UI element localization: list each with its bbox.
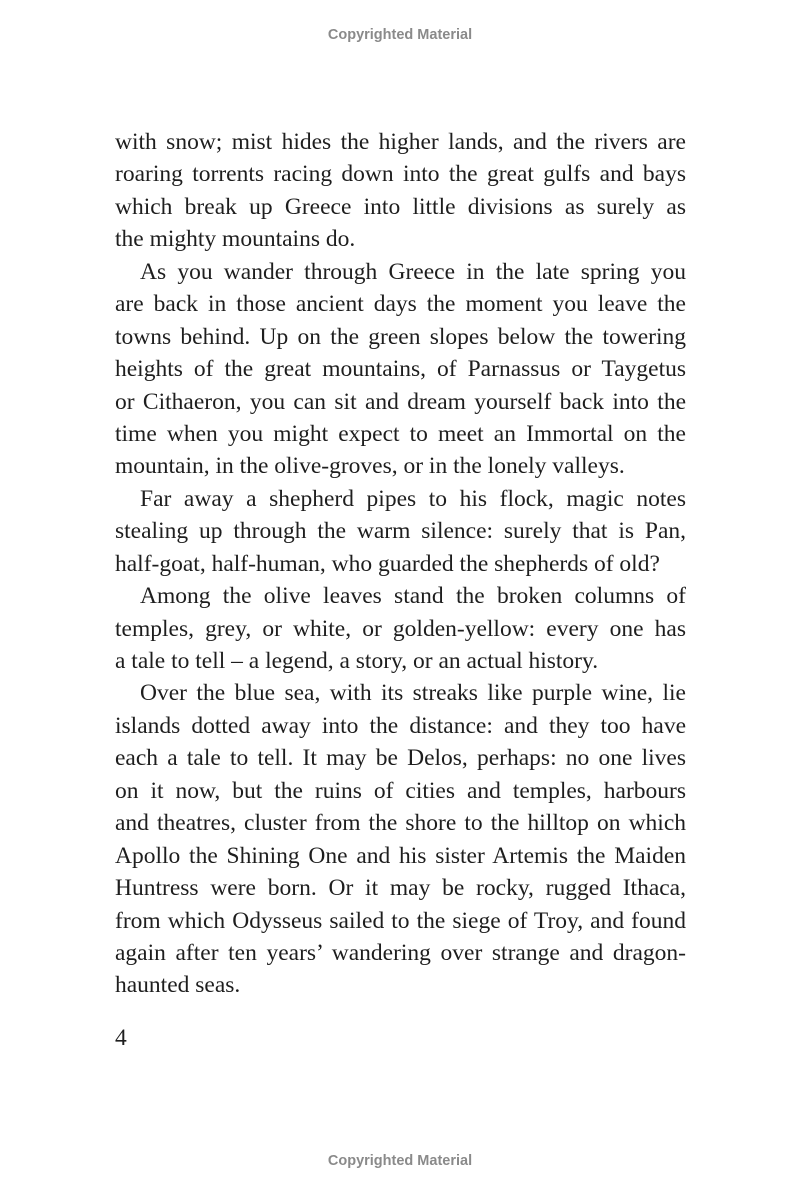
text-line: half-goat, half-human, who guarded the shepherds of old? [115,550,660,577]
text-line: and theatres, cluster from the shore to the hilltop on which [115,810,686,837]
text-line: time when you might expect to meet an Immortal on the [115,420,686,447]
text-line: or Cithaeron, you can sit and dream yourself back into the [115,388,686,415]
text-line: Among the olive leaves stand the broken columns of [140,583,686,610]
paragraph [115,677,686,1001]
text-line: Huntress were born. Or it may be rocky, rugged Ithaca, [115,875,686,902]
text-line: stealing up through the warm silence: surely that is Pan, [115,518,686,545]
text-line: Over the blue sea, with its streaks like purple wine, lie [140,680,686,707]
text-line: temples, grey, or white, or golden-yellow: every one has [115,615,686,642]
text-line: roaring torrents racing down into the great gulfs and bays [115,161,686,188]
text-line: on it now, but the ruins of cities and temples, harbours [115,777,686,804]
body-text [115,126,686,1002]
text-line: haunted seas. [115,972,241,999]
text-line: which break up Greece into little divisions as surely as [115,193,686,220]
text-line: each a tale to tell. It may be Delos, perhaps: no one lives [115,745,686,772]
paragraph [115,483,686,580]
text-line: from which Odysseus sailed to the siege of Troy, and found [115,907,686,934]
copyright-watermark-top: Copyrighted Material [327,27,473,43]
text-line: towns behind. Up on the green slopes below the towering [115,323,686,350]
paragraph [115,580,686,677]
paragraph [115,256,686,483]
copyright-watermark-bottom: Copyrighted Material [327,1153,473,1169]
text-line: Far away a shepherd pipes to his flock, magic notes [140,485,686,512]
text-line: heights of the great mountains, of Parnassus or Taygetus [115,356,686,383]
text-line: islands dotted away into the distance: and they too have [115,712,686,739]
text-line: a tale to tell – a legend, a story, or an actual history. [115,648,599,674]
text-line: are back in those ancient days the moment you leave the [115,291,686,318]
text-line: Apollo the Shining One and his sister Artemis the Maiden [115,842,686,869]
text-line: with snow; mist hides the higher lands, and the rivers are [115,129,686,155]
text-line: As you wander through Greece in the late spring you [140,258,686,285]
text-line: again after ten years’ wandering over strange and dragon- [115,939,686,966]
paragraph [115,126,686,256]
page-number: 4 [115,1025,127,1051]
text-line: the mighty mountains do. [115,226,356,253]
text-line: mountain, in the olive-groves, or in the lonely valleys. [115,453,625,480]
